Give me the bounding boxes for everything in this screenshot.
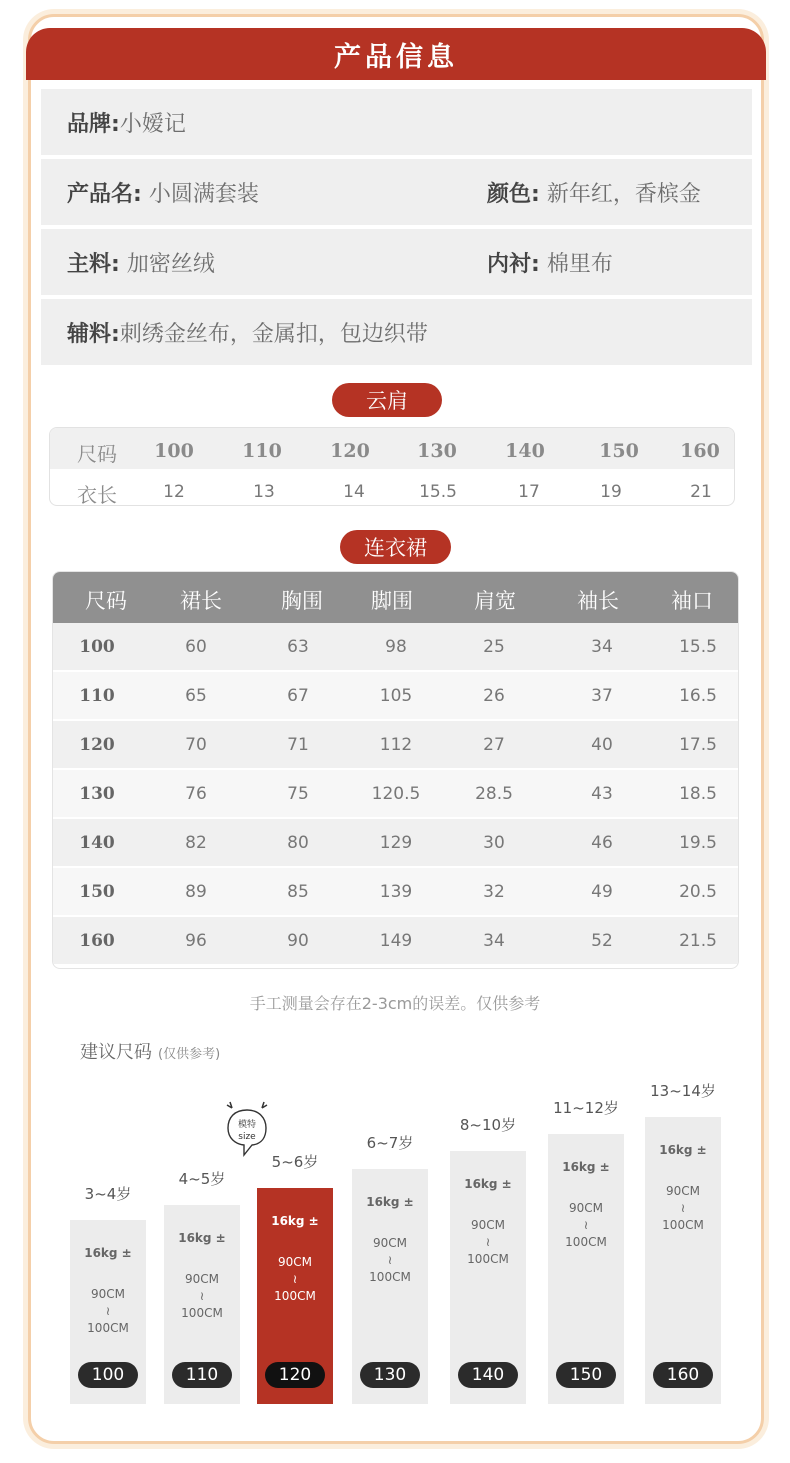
dress-header-cell: 裙长 — [180, 589, 222, 613]
shawl-size: 130 — [417, 440, 457, 462]
dress-row-size: 160 — [79, 931, 115, 951]
dress-table-row — [53, 770, 738, 817]
recommend-column — [645, 1117, 721, 1404]
dress-row-size: 120 — [79, 735, 115, 755]
recommend-age: 3~4岁 — [84, 1185, 132, 1203]
recommend-weight: 16kg ± — [366, 1195, 414, 1209]
dress-row-value: 27 — [483, 735, 505, 755]
recommend-height-h1: 90CM — [277, 1255, 312, 1269]
shawl-length: 12 — [163, 482, 185, 502]
suggest-heading — [80, 1038, 220, 1064]
dress-row-value: 32 — [483, 882, 505, 902]
dress-row-value: 129 — [379, 833, 413, 853]
recommend-weight: 16kg ± — [659, 1143, 707, 1157]
dress-row-value: 34 — [591, 637, 613, 657]
dress-row-value: 34 — [483, 931, 505, 951]
dress-row-value: 80 — [287, 833, 309, 853]
header-banner — [26, 28, 766, 80]
shawl-size: 140 — [505, 440, 545, 462]
recommend-weight: 16kg ± — [464, 1177, 512, 1191]
shawl-size: 120 — [330, 440, 370, 462]
dress-row-value: 40 — [591, 735, 613, 755]
name-label: 产品名: — [67, 181, 142, 207]
recommend-age: 5~6岁 — [271, 1153, 319, 1171]
main-material-label: 主料: — [67, 251, 120, 277]
recommend-height-h2: ≀ — [583, 1218, 589, 1232]
dress-row-value: 71 — [287, 735, 309, 755]
dress-row-value: 75 — [287, 784, 309, 804]
recommend-age: 13~14岁 — [650, 1082, 716, 1100]
dress-row-value: 112 — [379, 735, 413, 755]
dress-header-cell: 袖长 — [577, 589, 619, 613]
recommend-age: 6~7岁 — [366, 1134, 414, 1152]
shawl-size: 100 — [154, 440, 194, 462]
suggest-sub: (仅供参考) — [158, 1047, 221, 1062]
aux-material-value: 刺绣金丝布，金属扣，包边织带 — [119, 321, 428, 347]
dress-size-table — [52, 571, 739, 969]
recommend-size-badge: 140 — [458, 1362, 518, 1388]
shawl-length: 17 — [518, 482, 540, 502]
dress-row-value: 37 — [591, 686, 613, 706]
aux-material-label: 辅料: — [67, 321, 120, 347]
dress-row-value: 139 — [379, 882, 413, 902]
dress-row-value: 67 — [287, 686, 309, 706]
info-row-aux — [41, 299, 752, 365]
recommend-size-badge: 100 — [78, 1362, 138, 1388]
dress-header-cell: 胸围 — [281, 589, 323, 613]
dress-row-value: 17.5 — [679, 735, 717, 755]
dress-table-header — [53, 572, 738, 623]
dress-table-row — [53, 819, 738, 866]
dress-row-value: 98 — [385, 637, 407, 657]
dress-table-row — [53, 868, 738, 915]
dress-row-value: 19.5 — [679, 833, 717, 853]
dress-header-cell: 袖口 — [671, 589, 713, 613]
dress-table-row — [53, 672, 738, 719]
dress-row-value: 15.5 — [679, 637, 717, 657]
recommend-height-h3: 100CM — [369, 1270, 411, 1284]
recommend-height-h2: ≀ — [292, 1272, 298, 1286]
shawl-size-table — [49, 427, 735, 506]
recommend-height-h2: ≀ — [105, 1304, 111, 1318]
recommend-height-h1: 90CM — [568, 1201, 603, 1215]
dress-row-value: 85 — [287, 882, 309, 902]
dress-row-value: 90 — [287, 931, 309, 951]
dress-row-value: 65 — [185, 686, 207, 706]
dress-row-value: 52 — [591, 931, 613, 951]
shawl-length: 19 — [600, 482, 622, 502]
dress-row-value: 18.5 — [679, 784, 717, 804]
recommend-weight: 16kg ± — [178, 1231, 226, 1245]
recommend-height-h3: 100CM — [87, 1321, 129, 1335]
dress-row-value: 46 — [591, 833, 613, 853]
recommend-weight: 16kg ± — [84, 1246, 132, 1260]
page-title: 产品信息 — [334, 41, 458, 73]
shawl-length-header: 衣长 — [77, 483, 117, 506]
brand-label: 品牌: — [67, 111, 120, 137]
dress-table-row — [53, 917, 738, 964]
shawl-length: 13 — [253, 482, 275, 502]
color-value: 新年红，香槟金 — [546, 181, 701, 207]
model-badge-line2: size — [238, 1132, 256, 1142]
recommend-height-h1: 90CM — [184, 1272, 219, 1286]
main-material-value: 加密丝绒 — [126, 251, 215, 277]
dress-row-size: 110 — [79, 686, 115, 706]
product-info — [41, 89, 752, 369]
recommend-height-h3: 100CM — [662, 1218, 704, 1232]
dress-row-value: 120.5 — [371, 784, 421, 804]
dress-row-value: 82 — [185, 833, 207, 853]
recommend-age: 4~5岁 — [178, 1170, 226, 1188]
dress-row-size: 130 — [79, 784, 115, 804]
dress-row-value: 28.5 — [475, 784, 513, 804]
lining-value: 棉里布 — [546, 251, 613, 277]
dress-row-value: 96 — [185, 931, 207, 951]
model-badge-line1: 模特 — [237, 1120, 257, 1130]
dress-header-cell: 尺码 — [85, 589, 127, 613]
dress-row-value: 43 — [591, 784, 613, 804]
recommend-height-h3: 100CM — [181, 1306, 223, 1320]
dress-row-value: 49 — [591, 882, 613, 902]
dress-row-value: 76 — [185, 784, 207, 804]
shawl-length: 14 — [343, 482, 365, 502]
dress-row-value: 89 — [185, 882, 207, 902]
shawl-length: 21 — [690, 482, 712, 502]
recommend-column — [257, 1188, 333, 1404]
shawl-size: 110 — [242, 440, 282, 462]
dress-row-value: 25 — [483, 637, 505, 657]
dress-row-value: 70 — [185, 735, 207, 755]
shawl-length: 15.5 — [419, 482, 457, 502]
recommend-column — [450, 1151, 526, 1404]
recommend-size-badge: 160 — [653, 1362, 713, 1388]
dress-row-size: 140 — [79, 833, 115, 853]
recommend-height-h1: 90CM — [470, 1218, 505, 1232]
recommend-column — [548, 1134, 624, 1404]
recommend-height-h1: 90CM — [372, 1236, 407, 1250]
recommend-height-h2: ≀ — [680, 1201, 686, 1215]
dress-row-value: 20.5 — [679, 882, 717, 902]
shawl-section-title: 云肩 — [332, 383, 442, 417]
dress-row-size: 100 — [79, 637, 115, 657]
color-label: 颜色: — [487, 181, 540, 207]
dress-row-value: 30 — [483, 833, 505, 853]
recommend-height-h1: 90CM — [665, 1184, 700, 1198]
recommend-size-badge: 120 — [265, 1362, 325, 1388]
shawl-size: 160 — [680, 440, 720, 462]
recommend-column — [352, 1169, 428, 1404]
info-row-brand — [41, 89, 752, 155]
dress-row-value: 149 — [379, 931, 413, 951]
dress-row-value: 16.5 — [679, 686, 717, 706]
dress-section-title: 连衣裙 — [340, 530, 451, 564]
dress-row-value: 60 — [185, 637, 207, 657]
dress-row-value: 105 — [379, 686, 413, 706]
dress-row-value: 63 — [287, 637, 309, 657]
recommend-column — [70, 1220, 146, 1404]
dress-header-cell: 肩宽 — [474, 589, 516, 613]
recommend-size-badge: 110 — [172, 1362, 232, 1388]
info-row-name — [41, 159, 752, 225]
dress-table-row — [53, 721, 738, 768]
recommend-height-h3: 100CM — [565, 1235, 607, 1249]
recommend-size-badge: 150 — [556, 1362, 616, 1388]
recommend-column — [164, 1205, 240, 1404]
dress-header-cell: 脚围 — [371, 589, 413, 613]
recommend-height-h3: 100CM — [467, 1252, 509, 1266]
shawl-size-header: 尺码 — [77, 442, 117, 466]
dress-row-value: 26 — [483, 686, 505, 706]
recommend-weight: 16kg ± — [271, 1214, 319, 1228]
model-size-badge-icon — [222, 1098, 272, 1158]
recommend-height-h2: ≀ — [485, 1235, 491, 1249]
recommend-age: 8~10岁 — [459, 1116, 517, 1134]
lining-label: 内衬: — [487, 251, 540, 277]
recommend-height-h2: ≀ — [199, 1289, 205, 1303]
dress-row-value: 21.5 — [679, 931, 717, 951]
info-row-material — [41, 229, 752, 295]
recommend-age: 11~12岁 — [553, 1099, 619, 1117]
suggest-title: 建议尺码 — [80, 1042, 152, 1063]
measurement-note: 手工测量会存在2-3cm的误差。仅供参考 — [249, 994, 541, 1013]
shawl-size: 150 — [599, 440, 639, 462]
dress-table-row — [53, 623, 738, 670]
recommend-height-h2: ≀ — [387, 1253, 393, 1267]
recommend-size-badge: 130 — [360, 1362, 420, 1388]
recommend-weight: 16kg ± — [562, 1160, 610, 1174]
brand-value: 小嫒记 — [119, 111, 186, 137]
name-value: 小圆满套装 — [148, 181, 259, 207]
recommend-height-h3: 100CM — [274, 1289, 316, 1303]
dress-row-size: 150 — [79, 882, 115, 902]
recommend-height-h1: 90CM — [90, 1287, 125, 1301]
